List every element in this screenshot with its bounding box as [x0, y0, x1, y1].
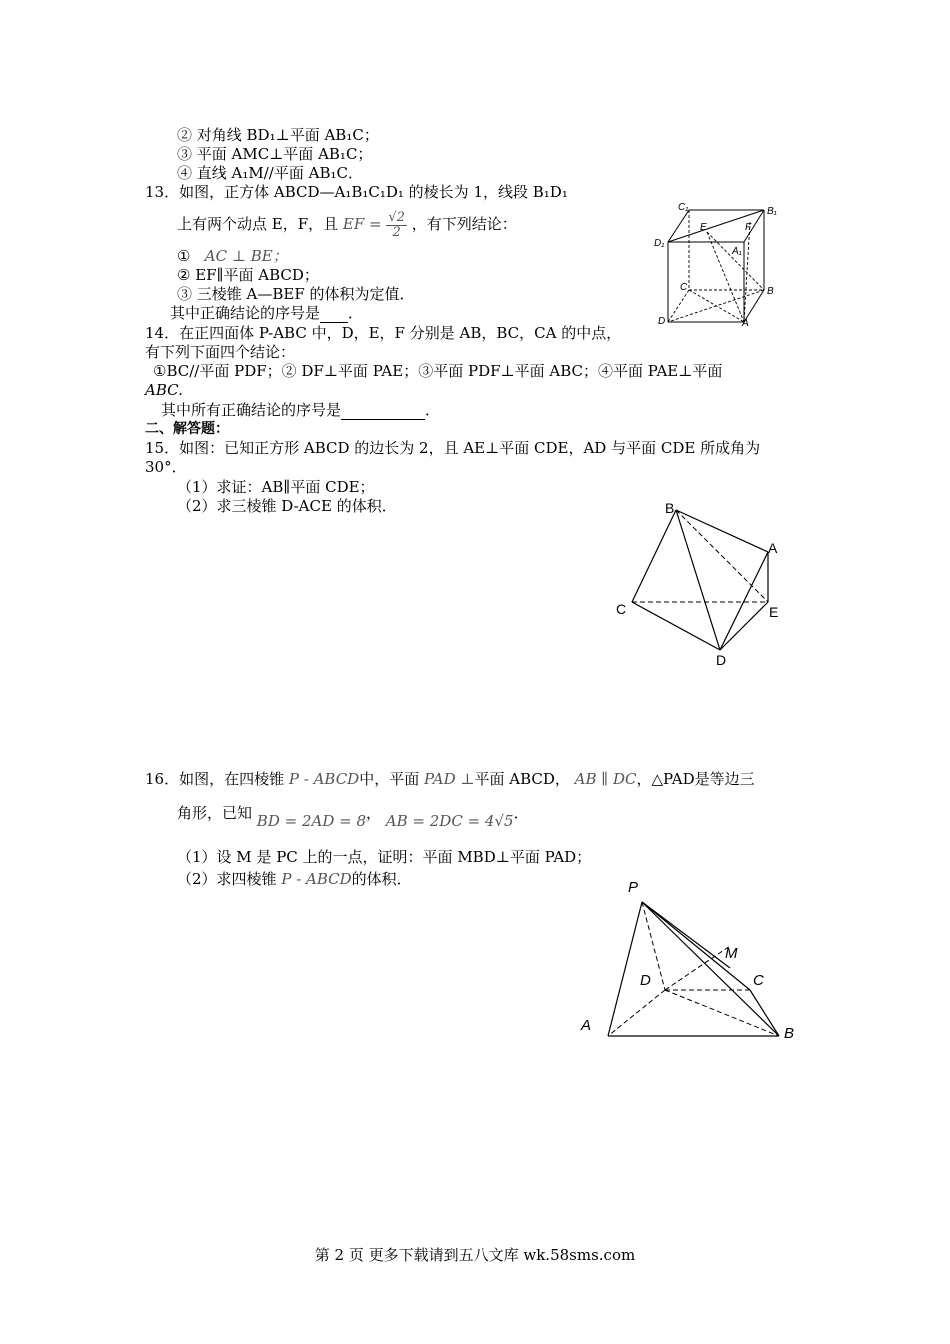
- q16-part2-text: （2）求四棱锥: [177, 870, 277, 888]
- q16-text-3: 平面 ABCD，: [474, 770, 570, 788]
- tetra-label-d: D: [716, 652, 727, 668]
- q16-math-ab: AB = 2DC = 4√5: [385, 812, 514, 830]
- q13-ef: EF =: [342, 215, 382, 233]
- pyr-label-p: P: [628, 879, 639, 896]
- q15-stem: 15．如图：已知正方形 ABCD 的边长为 2，且 AE⊥平面 CDE，AD 与平面 CDE 所成角为: [145, 439, 761, 457]
- q14-stem: 14．在正四面体 P-ABC 中，D，E，F 分别是 AB，BC，CA 的中点，: [145, 324, 622, 342]
- cube-label-a: A: [742, 318, 749, 329]
- pyr-label-m: M: [725, 945, 738, 962]
- q14-ask: [161, 401, 440, 420]
- q15-part-2: （2）求三棱锥 D-ACE 的体积．: [177, 497, 397, 515]
- q16-math-pyramid: P - ABCD: [288, 770, 360, 788]
- tetra-label-a: A: [768, 540, 778, 556]
- q13-stem: 13．如图，正方体 ABCD—A₁B₁C₁D₁ 的棱长为 1，线段 B₁D₁: [145, 183, 568, 201]
- frac-den: 2: [392, 224, 401, 240]
- q14-ask-end: ．: [425, 401, 441, 419]
- q12-item-2: ② 对角线 BD₁⊥平面 AB₁C；: [177, 126, 379, 144]
- q14-conclusions-end: ABC.: [145, 381, 183, 399]
- frac-num: √2: [388, 209, 405, 225]
- q16-part2-end: 的体积．: [351, 870, 412, 888]
- cube-label-e: E: [700, 222, 707, 233]
- q12-item-4: ④ 直线 A₁M//平面 AB₁C．: [177, 164, 363, 182]
- q16-text-5: 角形，已知: [177, 804, 253, 822]
- tetra-label-e: E: [769, 604, 779, 620]
- q14-stem-line2: 有下列下面四个结论：: [145, 343, 296, 361]
- q16-math-tri: ，△PAD: [636, 770, 695, 788]
- pyr-label-b: B: [784, 1025, 795, 1042]
- pyramid-figure: [570, 870, 800, 1050]
- cube-label-f: F: [745, 222, 752, 233]
- q16-math-abdc: AB ∥ DC: [574, 770, 637, 788]
- tetra-label-c: C: [616, 601, 627, 617]
- q16-part-1: （1）设 M 是 PC 上的一点，证明：平面 MBD⊥平面 PAD；: [177, 848, 592, 866]
- answer-blank: [320, 304, 348, 323]
- cube-label-c: C: [680, 282, 688, 293]
- pyr-label-c: C: [753, 972, 764, 989]
- q12-item-3: ③ 平面 AMC⊥平面 AB₁C；: [177, 145, 373, 163]
- q13-text: 上有两个动点 E，F，且: [177, 215, 339, 233]
- q16-math-pyramid-2: P - ABCD: [281, 870, 352, 888]
- q13-ask-text: 其中正确结论的序号是: [170, 304, 321, 322]
- q16-stem-line2: 角形，已知 BD = 2AD = 8， AB = 2DC = 4√5．: [177, 804, 529, 830]
- cube-label-a1: A₁: [732, 246, 742, 257]
- q15-stem-line2: 30°．: [145, 458, 187, 476]
- q13-fraction: [386, 211, 407, 240]
- q14-ask-text: 其中所有正确结论的序号是: [161, 401, 342, 419]
- cube-label-b: B: [767, 286, 774, 297]
- q16-math-pad: PAD ⊥: [424, 770, 475, 788]
- q13-option-2: ② EF∥平面 ABCD；: [177, 266, 319, 284]
- cube-label-d1: D₁: [654, 238, 665, 249]
- q13-stem-line2: [177, 210, 517, 240]
- q16-part-2: [177, 870, 412, 888]
- q16-text-2: 中，平面: [359, 770, 420, 788]
- cube-label-b1: B₁: [767, 206, 777, 217]
- q16-stem: [145, 770, 755, 788]
- q13-ask: 其中正确结论的序号是 ．: [170, 304, 364, 322]
- opt-math: AC ⊥ BE；: [204, 247, 288, 265]
- q13-option-3: ③ 三棱锥 A—BEF 的体积为定值．: [177, 285, 415, 303]
- pyr-label-d: D: [640, 972, 651, 989]
- q15-part-1: （1）求证：AB∥平面 CDE；: [177, 478, 375, 496]
- page-footer: 第 2 页 更多下载请到五八文库 wk.58sms.com: [314, 1246, 636, 1264]
- q14-conclusions: ①BC//平面 PDF；② DF⊥平面 PAE；③平面 PDF⊥平面 ABC；④平面 PAE⊥平面: [153, 362, 723, 380]
- section-heading: 二、解答题：: [145, 421, 229, 437]
- cube-label-c1: C₁: [678, 202, 689, 213]
- cube-label-d: D: [658, 316, 666, 327]
- tetra-figure: [610, 495, 790, 675]
- pyr-label-a: A: [581, 1017, 592, 1034]
- q16-text: 16．如图，在四棱锥: [145, 770, 285, 788]
- answer-blank: [341, 401, 425, 420]
- cube-figure: [650, 200, 790, 330]
- q13-option-1: [177, 247, 288, 265]
- q16-math-bd: BD = 2AD = 8: [256, 812, 367, 830]
- q16-text-4: 是等边三: [694, 770, 755, 788]
- q13-text-end: ，有下列结论：: [411, 215, 517, 233]
- opt-num: ①: [177, 247, 191, 265]
- tetra-label-b: B: [665, 500, 675, 516]
